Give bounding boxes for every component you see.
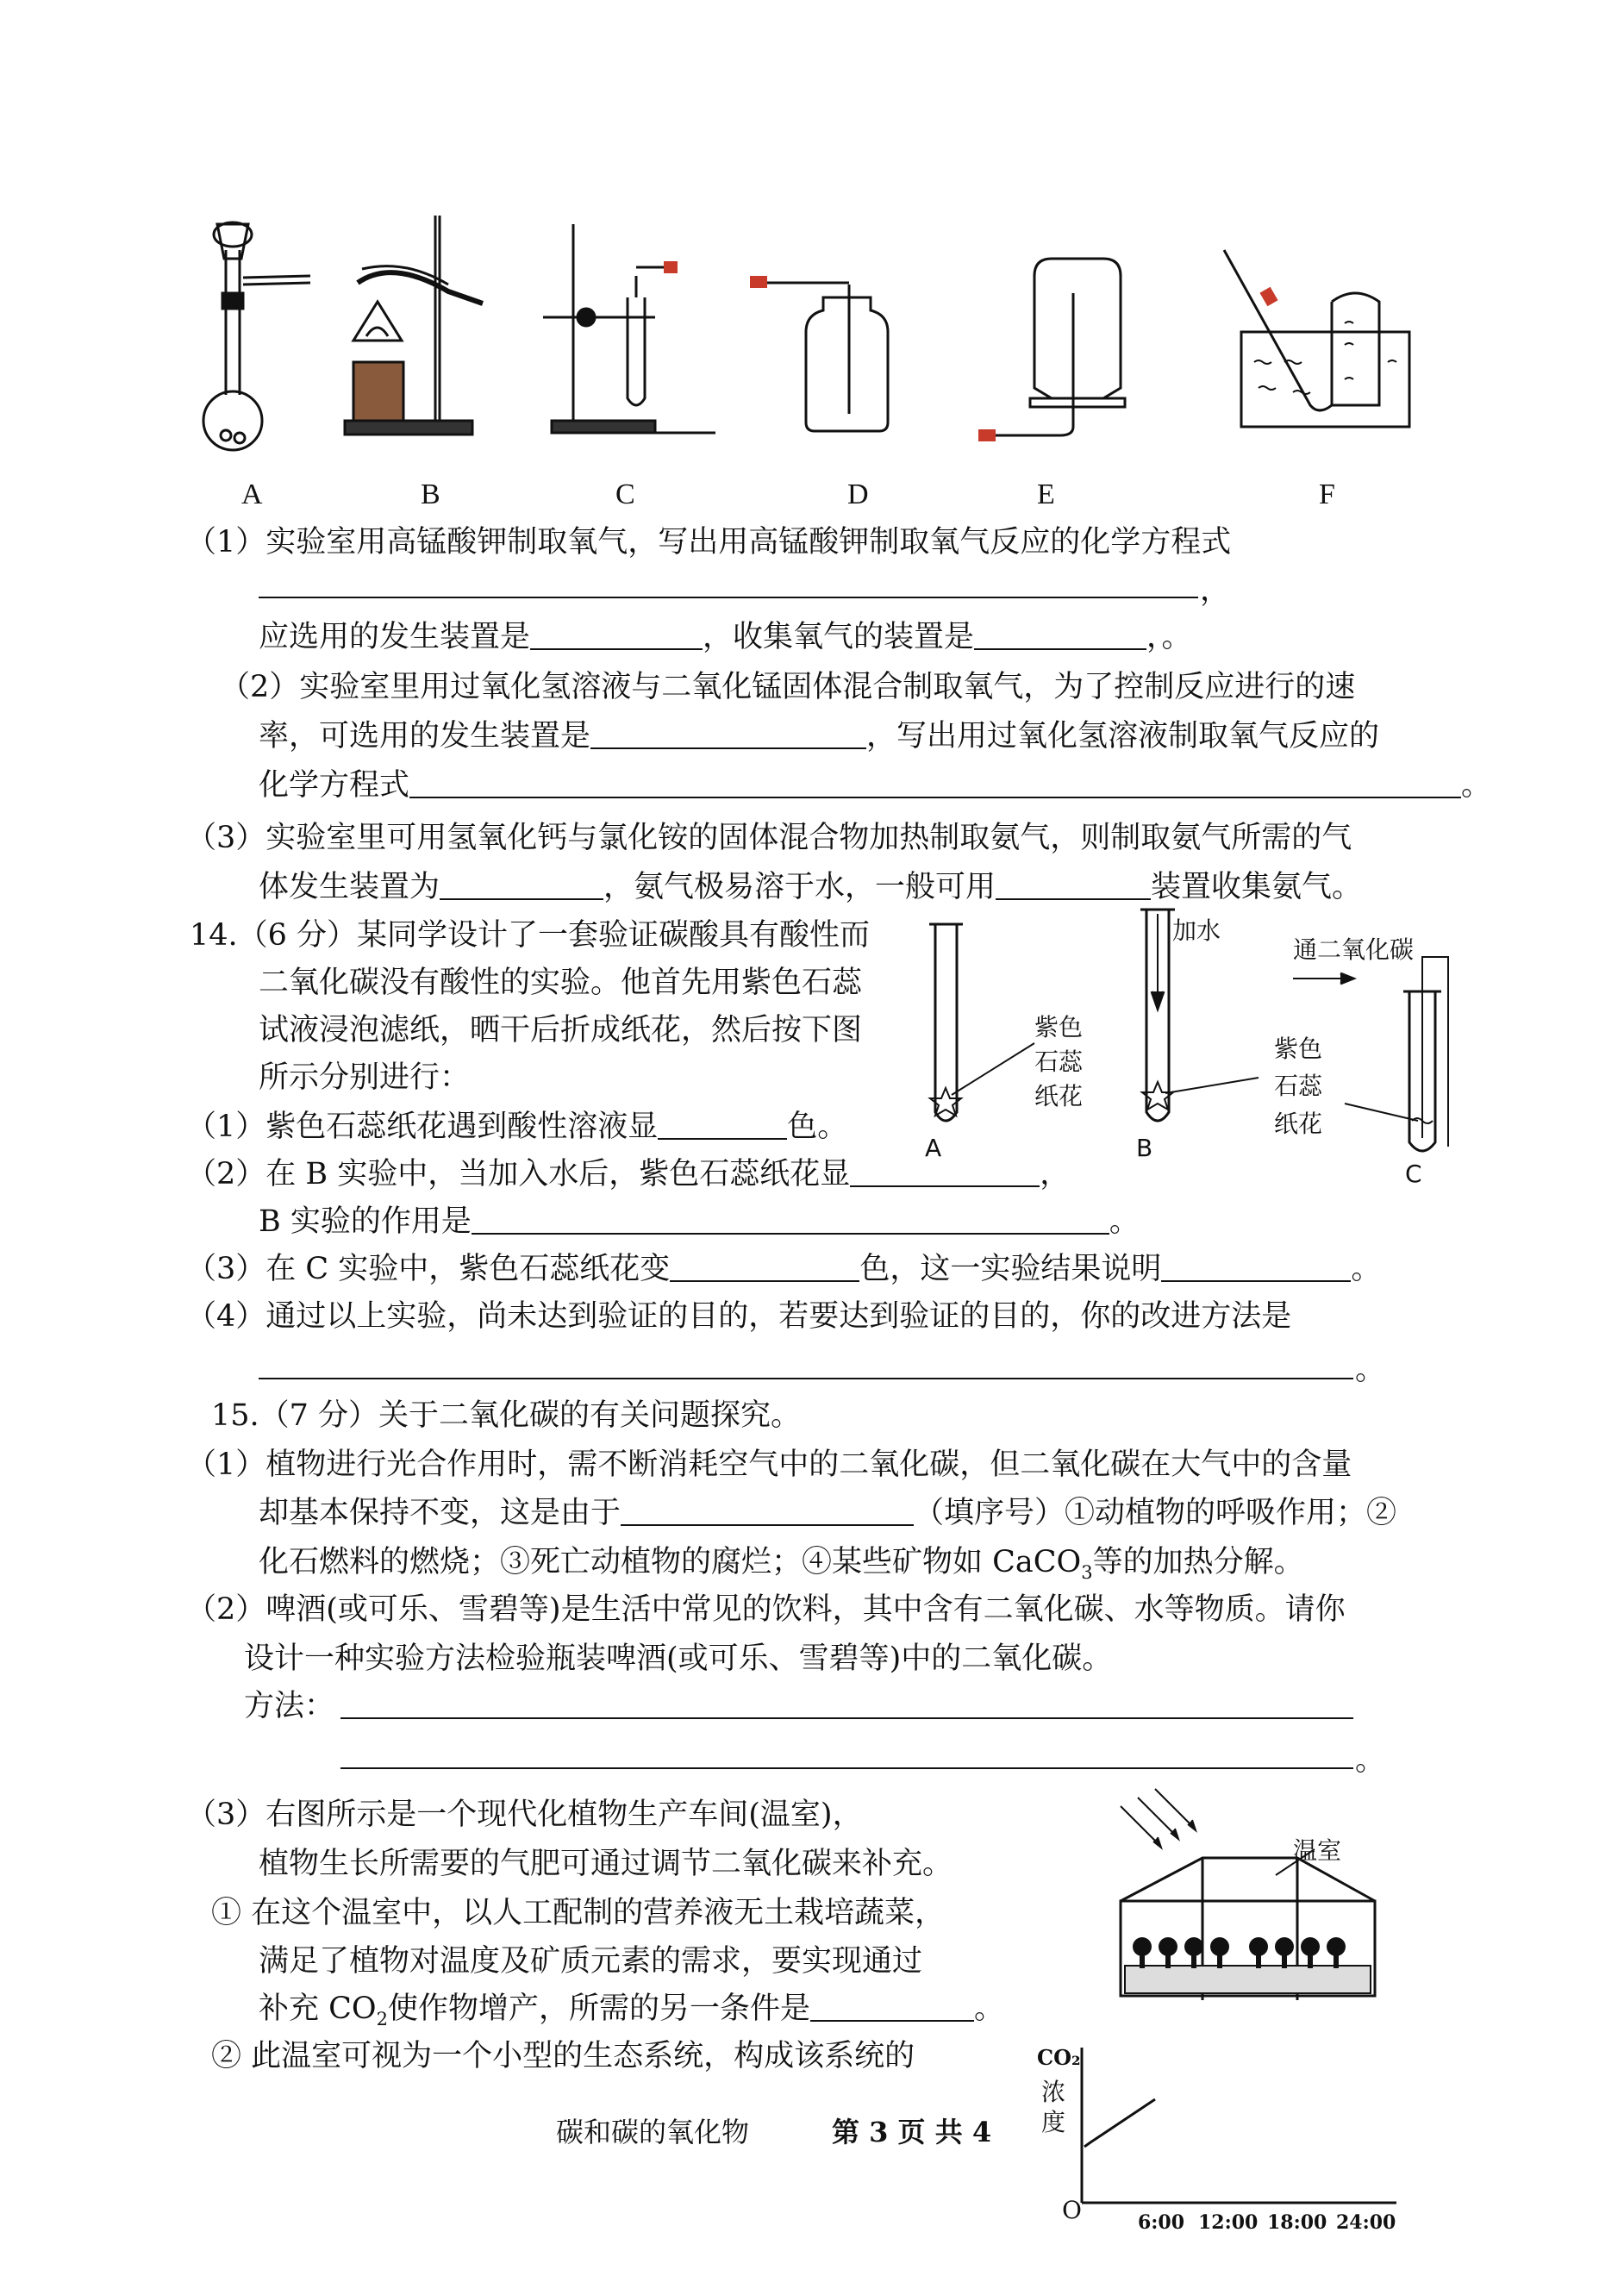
q13-part2-line3a: 化学方程式	[259, 768, 410, 803]
q15-part2-method: 方法：	[244, 1689, 335, 1723]
footer-topic: 碳和碳的氧化物	[556, 2116, 750, 2148]
q14-part4: （4）通过以上实验，尚未达到验证的目的，若要达到验证的目的，你的改进方法是	[186, 1299, 1292, 1334]
q15-part2-line2: 设计一种实验方法检验瓶装啤酒(或可乐、雪碧等)中的二氧化碳。	[244, 1642, 1113, 1676]
q14-part3c: 。	[1351, 1252, 1382, 1286]
q14-intro-line3: 试液浸泡滤纸，晒干后折成纸花，然后按下图	[259, 1013, 863, 1047]
co2-graph-xtick-3: 18:00	[1267, 2211, 1327, 2234]
label-d: D	[847, 478, 869, 510]
q14-part3a: （3）在 C 实验中，紫色石蕊纸花变	[186, 1252, 671, 1286]
q15-part3-item1-line2: 满足了植物对温度及矿质元素的需求，要实现通过	[259, 1944, 923, 1979]
q15-part1-line3-sub: 3	[1081, 1562, 1093, 1583]
q13-part3-line2b: ，氨气极易溶于水，一般可用	[603, 870, 996, 904]
q15-part3-line1: （3）右图所示是一个现代化植物生产车间(温室)，	[186, 1798, 863, 1832]
q14-fig-add-water: 加水	[1172, 916, 1221, 945]
q15-part1-line3-end: 等的加热分解。	[1092, 1545, 1304, 1579]
q14-part2-line2b: 。	[1109, 1204, 1140, 1239]
co2-graph-ylabel-top: CO₂	[1037, 2045, 1081, 2070]
q13-part1-line1: （1）实验室用高锰酸钾制取氧气，写出用高锰酸钾制取氧气反应的化学方程式	[186, 525, 1232, 560]
q15-intro: 15.（7 分）关于二氧化碳的有关问题探究。	[211, 1398, 802, 1433]
q13-part2-line3b: 。	[1461, 768, 1492, 803]
co2-graph-xtick-2: 12:00	[1198, 2211, 1259, 2234]
q13-part1-line2b: ，收集氧气的装置是	[703, 620, 975, 654]
q15-part3-item1-line3-sub: 2	[376, 2009, 388, 2029]
footer-page: 第 3 页 共 4	[832, 2116, 992, 2148]
q14-fig-flower-b-3: 纸花	[1274, 1110, 1323, 1138]
q15-part3-line2: 植物生长所需要的气肥可通过调节二氧化碳来补充。	[259, 1847, 953, 1881]
co2-graph-xtick-1: 6:00	[1138, 2211, 1185, 2234]
co2-graph-origin: O	[1062, 2196, 1082, 2224]
q14-fig-flower-b-1: 紫色	[1274, 1035, 1323, 1063]
q13-part3-line2c: 装置收集氨气。	[1151, 870, 1363, 904]
q15-part2-line1: （2）啤酒(或可乐、雪碧等)是生活中常见的饮料，其中含有二氧化碳、水等物质。请你	[186, 1592, 1346, 1627]
q14-intro-line4: 所示分别进行：	[259, 1060, 471, 1095]
q15-part3-item1-line3b: 使作物增产，所需的另一条件是	[387, 1992, 810, 2026]
greenhouse-label: 温室	[1293, 1836, 1342, 1865]
q14-part3b: 色，这一实验结果说明	[859, 1252, 1162, 1286]
q15-part1-line1: （1）植物进行光合作用时，需不断消耗空气中的二氧化碳，但二氧化碳在大气中的含量	[186, 1448, 1352, 1482]
q14-part2-line1b: ，	[1040, 1157, 1071, 1191]
q15-part3-item2-line1: ② 此温室可视为一个小型的生态系统，构成该系统的	[211, 2039, 915, 2073]
q14-part2-line1a: （2）在 B 实验中，当加入水后，紫色石蕊纸花显	[186, 1157, 851, 1191]
q14-part1a: （1）紫色石蕊纸花遇到酸性溶液显	[186, 1110, 659, 1144]
q14-intro-line1: 14.（6 分）某同学设计了一套验证碳酸具有酸性而	[190, 918, 871, 953]
q15-part3-item1-line3c: 。	[974, 1992, 1005, 2026]
label-b: B	[421, 478, 440, 510]
q13-part2-line1: （2）实验室里用过氧化氢溶液与二氧化锰固体混合制取氧气，为了控制反应进行的速	[220, 670, 1356, 704]
q13-part3-line1: （3）实验室里可用氢氧化钙与氯化铵的固体混合物加热制取氨气，则制取氨气所需的气	[186, 821, 1352, 855]
co2-graph-ylabel-3: 度	[1041, 2108, 1066, 2136]
label-e: E	[1037, 478, 1055, 510]
q14-part2-line2a: B 实验的作用是	[259, 1204, 472, 1239]
q14-part4-end: 。	[1355, 1353, 1386, 1387]
q13-part3-line2a: 体发生装置为	[259, 870, 440, 904]
label-a: A	[241, 478, 263, 510]
q14-fig-flower-a-2: 石蕊	[1034, 1047, 1084, 1076]
label-f: F	[1319, 478, 1335, 510]
label-c: C	[615, 478, 635, 510]
q15-part1-line2a: 却基本保持不变，这是由于	[259, 1496, 621, 1530]
q13-part1-line2c: ，。	[1146, 620, 1192, 654]
q15-part2-end: 。	[1355, 1743, 1386, 1778]
q14-part1b: 色。	[787, 1110, 848, 1144]
q14-fig-flower-a-3: 纸花	[1034, 1082, 1084, 1110]
q15-part3-item1-line3a: 补充 CO	[259, 1992, 377, 2026]
q13-part2-line2b: ，写出用过氧化氢溶液制取氧气反应的	[866, 719, 1380, 754]
co2-graph-xtick-4: 24:00	[1336, 2211, 1396, 2234]
q14-fig-label-b: B	[1136, 1134, 1153, 1162]
q14-intro-line2: 二氧化碳没有酸性的实验。他首先用紫色石蕊	[259, 966, 863, 1000]
q15-part1-line2b: （填序号）①动植物的呼吸作用；②	[914, 1496, 1397, 1530]
co2-graph-ylabel-2: 浓	[1041, 2078, 1066, 2106]
q13-part2-line2a: 率，可选用的发生装置是	[259, 719, 591, 754]
q13-part1-comma: ，	[1200, 573, 1231, 608]
co2-graph-line	[1084, 2099, 1155, 2147]
q14-fig-flower-a-1: 紫色	[1034, 1013, 1084, 1041]
q13-part1-line2a: 应选用的发生装置是	[259, 620, 531, 654]
q15-part3-item1-line1: ① 在这个温室中，以人工配制的营养液无土栽培蔬菜，	[211, 1896, 946, 1930]
q14-fig-pass-co2: 通二氧化碳	[1293, 935, 1415, 964]
q14-fig-label-a: A	[925, 1134, 942, 1162]
q14-fig-flower-b-2: 石蕊	[1274, 1072, 1323, 1100]
q14-fig-label-c: C	[1405, 1160, 1422, 1188]
q15-part1-line3-text: 化石燃料的燃烧；③死亡动植物的腐烂；④某些矿物如 CaCO	[259, 1545, 1082, 1579]
